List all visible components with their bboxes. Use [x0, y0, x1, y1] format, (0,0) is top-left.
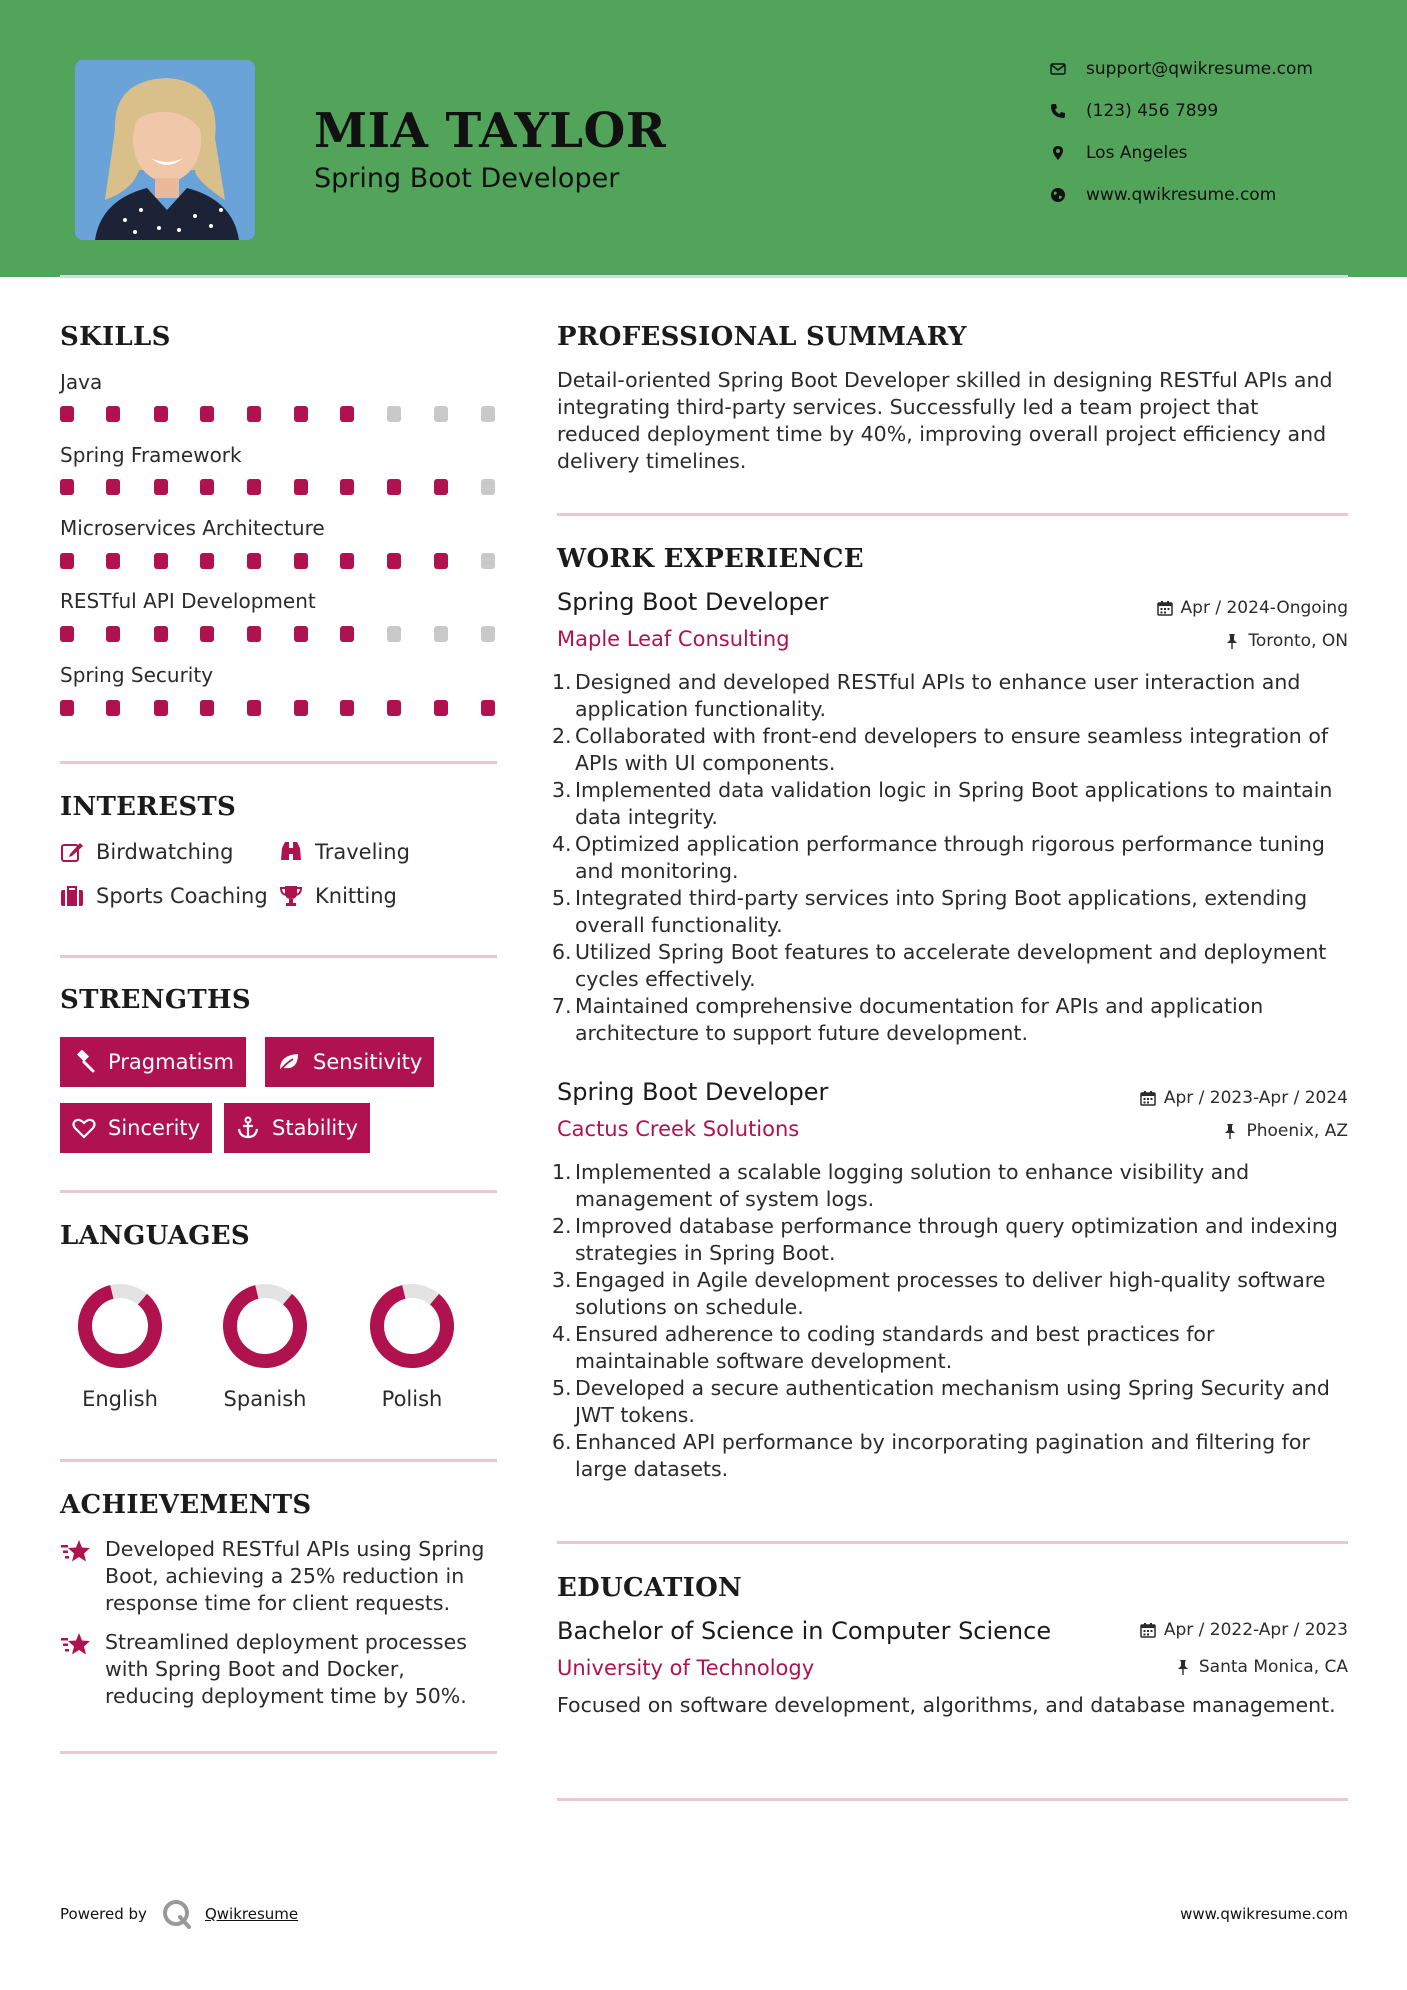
summary-text: Detail-oriented Spring Boot Developer skilled in designing RESTful APIs and integrating third-party services. Successfully led a team project that reduced deployment time by 40%, improving overall project efficiency and delivery timelines. — [557, 368, 1333, 473]
rating-dot-empty — [481, 479, 495, 495]
job-bullet: 4. Optimized application performance through rigorous performance tuning and monitoring. — [552, 832, 1325, 883]
achievement-text: Developed RESTful APIs using Spring Boot, achieving a 25% reduction in response time for client requests. — [105, 1537, 485, 1615]
education-description: Focused on software development, algorithms, and database management. — [557, 1693, 1336, 1717]
strength-chip — [60, 1037, 246, 1087]
rating-dot-empty — [387, 626, 401, 642]
rating-dot-filled — [340, 700, 354, 716]
rating-dot-filled — [294, 553, 308, 569]
interest-label: Knitting — [315, 884, 397, 908]
rating-dot-filled — [200, 479, 214, 495]
rating-dot-filled — [434, 700, 448, 716]
rating-dot-filled — [294, 700, 308, 716]
section-divider — [60, 1751, 497, 1754]
summary-title: PROFESSIONAL SUMMARY — [557, 322, 967, 352]
section-divider — [60, 1190, 497, 1193]
contact-website-text: www.qwikresume.com — [1086, 185, 1277, 205]
interests-title: INTERESTS — [60, 792, 237, 822]
candidate-name: MIA TAYLOR — [314, 103, 667, 159]
job-location-text: Phoenix, AZ — [1246, 1121, 1348, 1141]
skill-name: Microservices Architecture — [60, 516, 325, 540]
rating-dot-empty — [434, 406, 448, 422]
contact-website[interactable] — [1050, 182, 1380, 208]
rating-dot-filled — [154, 479, 168, 495]
envelope-icon — [1050, 61, 1066, 77]
achievement-text: Streamlined deployment processes with Spring Boot and Docker, reducing deployment time by 50%. — [105, 1630, 467, 1708]
job-bullets — [552, 669, 1352, 1047]
achievements-title: ACHIEVEMENTS — [60, 1490, 312, 1520]
calendar-icon — [1140, 1622, 1156, 1638]
pushpin-icon — [1224, 633, 1240, 649]
rating-dot-filled — [200, 406, 214, 422]
job-date-text: Apr / 2023-Apr / 2024 — [1163, 1088, 1348, 1108]
education-degree: Bachelor of Science in Computer Science — [557, 1617, 1052, 1645]
pushpin-icon — [1175, 1659, 1191, 1675]
language-label: English — [82, 1387, 158, 1411]
rating-dot-filled — [154, 553, 168, 569]
rating-dot-empty — [481, 553, 495, 569]
footer-website[interactable]: www.qwikresume.com — [1180, 1905, 1348, 1923]
job-date-text: Apr / 2024-Ongoing — [1180, 598, 1348, 618]
section-divider — [60, 955, 497, 958]
calendar-icon — [1140, 1090, 1156, 1106]
job-bullet: 2. Improved database performance through query optimization and indexing strategies in Spring Boot. — [552, 1214, 1338, 1265]
qwikresume-logo-icon — [161, 1898, 193, 1930]
rating-dot-filled — [294, 479, 308, 495]
job-location — [1222, 1121, 1348, 1141]
rating-dot-empty — [387, 406, 401, 422]
rating-dot-filled — [106, 553, 120, 569]
education-location-text: Santa Monica, CA — [1198, 1657, 1348, 1677]
rating-dot-filled — [387, 479, 401, 495]
rating-dot-filled — [247, 553, 261, 569]
strength-label: Sensitivity — [313, 1050, 423, 1074]
education-school: University of Technology — [557, 1656, 815, 1680]
rating-dot-filled — [154, 700, 168, 716]
education-date — [1140, 1620, 1348, 1640]
education-location — [1175, 1657, 1348, 1677]
star-icon — [60, 1631, 92, 1659]
rating-dot-filled — [387, 553, 401, 569]
map-marker-icon — [1050, 145, 1066, 161]
job-bullet: 4. Ensured adherence to coding standards and best practices for maintainable software development. — [552, 1322, 1215, 1373]
languages-title: LANGUAGES — [60, 1221, 250, 1251]
rating-dot-filled — [200, 553, 214, 569]
rating-dot-filled — [60, 626, 74, 642]
rating-dot-filled — [247, 406, 261, 422]
job-bullet: 5. Developed a secure authentication mechanism using Spring Security and JWT tokens. — [552, 1376, 1330, 1427]
rating-dot-filled — [106, 479, 120, 495]
section-divider — [60, 1459, 497, 1462]
job-bullet: 6. Utilized Spring Boot features to accelerate development and deployment cycles effectively. — [552, 940, 1327, 991]
language-ring — [352, 1281, 472, 1371]
language-progress-ring — [75, 1281, 165, 1371]
anchor-icon — [236, 1116, 260, 1140]
rating-dot-empty — [434, 626, 448, 642]
job-date — [1157, 598, 1348, 618]
job-location-text: Toronto, ON — [1248, 631, 1348, 651]
rating-dot-filled — [247, 700, 261, 716]
footer-brand-link[interactable]: Qwikresume — [204, 1905, 299, 1923]
skill-rating — [60, 406, 500, 422]
education-title: EDUCATION — [557, 1573, 743, 1603]
rating-dot-filled — [60, 700, 74, 716]
contact-phone-text: (123) 456 7899 — [1086, 101, 1219, 121]
job-bullet: 3. Engaged in Agile development processes to deliver high-quality software solutions on schedule. — [552, 1268, 1326, 1319]
contact-email-text: support@qwikresume.com — [1086, 59, 1313, 79]
strength-chip — [60, 1103, 212, 1153]
skill-name: Spring Framework — [60, 443, 242, 467]
skill-rating — [60, 553, 500, 569]
skill-rating — [60, 479, 500, 495]
job-bullet: 6. Enhanced API performance by incorporating pagination and filtering for large datasets. — [552, 1430, 1310, 1481]
rating-dot-filled — [434, 479, 448, 495]
job-bullets — [552, 1159, 1352, 1483]
skill-name: Java — [60, 370, 103, 394]
achievement-item — [60, 1536, 500, 1620]
heart-icon — [72, 1116, 96, 1140]
section-divider — [557, 513, 1348, 516]
rating-dot-filled — [387, 700, 401, 716]
header-banner — [0, 0, 1407, 277]
language-progress-ring — [220, 1281, 310, 1371]
job-bullet: 1. Designed and developed RESTful APIs to enhance user interaction and application functionality. — [552, 670, 1301, 721]
interest-item — [60, 881, 268, 911]
skill-name: RESTful API Development — [60, 589, 316, 613]
rating-dot-filled — [200, 700, 214, 716]
strength-label: Sincerity — [108, 1116, 201, 1140]
language-label: Polish — [381, 1387, 443, 1411]
rating-dot-filled — [200, 626, 214, 642]
rating-dot-filled — [294, 406, 308, 422]
candidate-role: Spring Boot Developer — [314, 163, 620, 194]
job-bullet: 1. Implemented a scalable logging solution to enhance visibility and management of system logs. — [552, 1160, 1250, 1211]
briefcase-icon — [60, 884, 84, 908]
phone-icon — [1050, 103, 1066, 119]
interest-label: Birdwatching — [96, 840, 234, 864]
rating-dot-empty — [481, 406, 495, 422]
rating-dot-filled — [294, 626, 308, 642]
job-company: Maple Leaf Consulting — [557, 627, 790, 651]
job-bullet: 3. Implemented data validation logic in Spring Boot applications to maintain data integrity. — [552, 778, 1333, 829]
achievement-item — [60, 1629, 500, 1713]
footer-powered-by — [60, 1896, 298, 1932]
skill-name: Spring Security — [60, 663, 214, 687]
job-date — [1140, 1088, 1348, 1108]
header-divider — [60, 275, 1348, 278]
rating-dot-filled — [154, 406, 168, 422]
job-location — [1224, 631, 1348, 651]
binoculars-icon — [279, 840, 303, 864]
interest-label: Sports Coaching — [96, 884, 268, 908]
job-bullet: 7. Maintained comprehensive documentation for APIs and application architecture to support future development. — [552, 994, 1264, 1045]
rating-dot-filled — [340, 479, 354, 495]
interest-item — [60, 837, 233, 867]
rating-dot-filled — [340, 406, 354, 422]
rating-dot-filled — [60, 406, 74, 422]
job-title: Spring Boot Developer — [557, 1078, 829, 1106]
skill-rating — [60, 700, 500, 716]
job-bullet: 2. Collaborated with front-end developers to ensure seamless integration of APIs with UI components. — [552, 724, 1329, 775]
contact-location-text: Los Angeles — [1086, 143, 1188, 163]
job-bullet: 5. Integrated third-party services into Spring Boot applications, extending overall functionality. — [552, 886, 1308, 937]
rating-dot-filled — [247, 479, 261, 495]
strength-label: Stability — [272, 1116, 358, 1140]
pushpin-icon — [1222, 1123, 1238, 1139]
education-date-text: Apr / 2022-Apr / 2023 — [1163, 1620, 1348, 1640]
leaf-icon — [277, 1050, 301, 1074]
skill-rating — [60, 626, 500, 642]
gavel-icon — [72, 1050, 96, 1074]
rating-dot-filled — [247, 626, 261, 642]
rating-dot-filled — [481, 700, 495, 716]
skills-title: SKILLS — [60, 322, 171, 352]
language-ring — [205, 1281, 325, 1371]
contact-email[interactable] — [1050, 56, 1380, 82]
rating-dot-empty — [481, 626, 495, 642]
globe-icon — [1050, 187, 1066, 203]
rating-dot-filled — [106, 406, 120, 422]
rating-dot-filled — [106, 700, 120, 716]
experience-title: WORK EXPERIENCE — [557, 544, 864, 574]
interest-item — [279, 881, 397, 911]
edit-icon — [60, 840, 84, 864]
section-divider — [557, 1541, 1348, 1544]
rating-dot-filled — [154, 626, 168, 642]
language-progress-ring — [367, 1281, 457, 1371]
rating-dot-filled — [340, 626, 354, 642]
strength-label: Pragmatism — [108, 1050, 234, 1074]
rating-dot-filled — [434, 553, 448, 569]
job-company: Cactus Creek Solutions — [557, 1117, 800, 1141]
language-ring — [60, 1281, 180, 1371]
trophy-icon — [279, 884, 303, 908]
star-icon — [60, 1538, 92, 1566]
section-divider — [60, 761, 497, 764]
profile-photo — [75, 60, 255, 240]
section-divider — [557, 1798, 1348, 1801]
interest-item — [279, 837, 410, 867]
contact-location — [1050, 140, 1380, 166]
strengths-title: STRENGTHS — [60, 985, 251, 1015]
language-label: Spanish — [223, 1387, 307, 1411]
interest-label: Traveling — [315, 840, 410, 864]
calendar-icon — [1157, 600, 1173, 616]
strength-chip — [265, 1037, 434, 1087]
powered-by-text: Powered by — [60, 1905, 147, 1923]
contact-phone[interactable] — [1050, 98, 1380, 124]
rating-dot-filled — [106, 626, 120, 642]
rating-dot-filled — [60, 479, 74, 495]
job-title: Spring Boot Developer — [557, 588, 829, 616]
strength-chip — [224, 1103, 370, 1153]
rating-dot-filled — [340, 553, 354, 569]
rating-dot-filled — [60, 553, 74, 569]
